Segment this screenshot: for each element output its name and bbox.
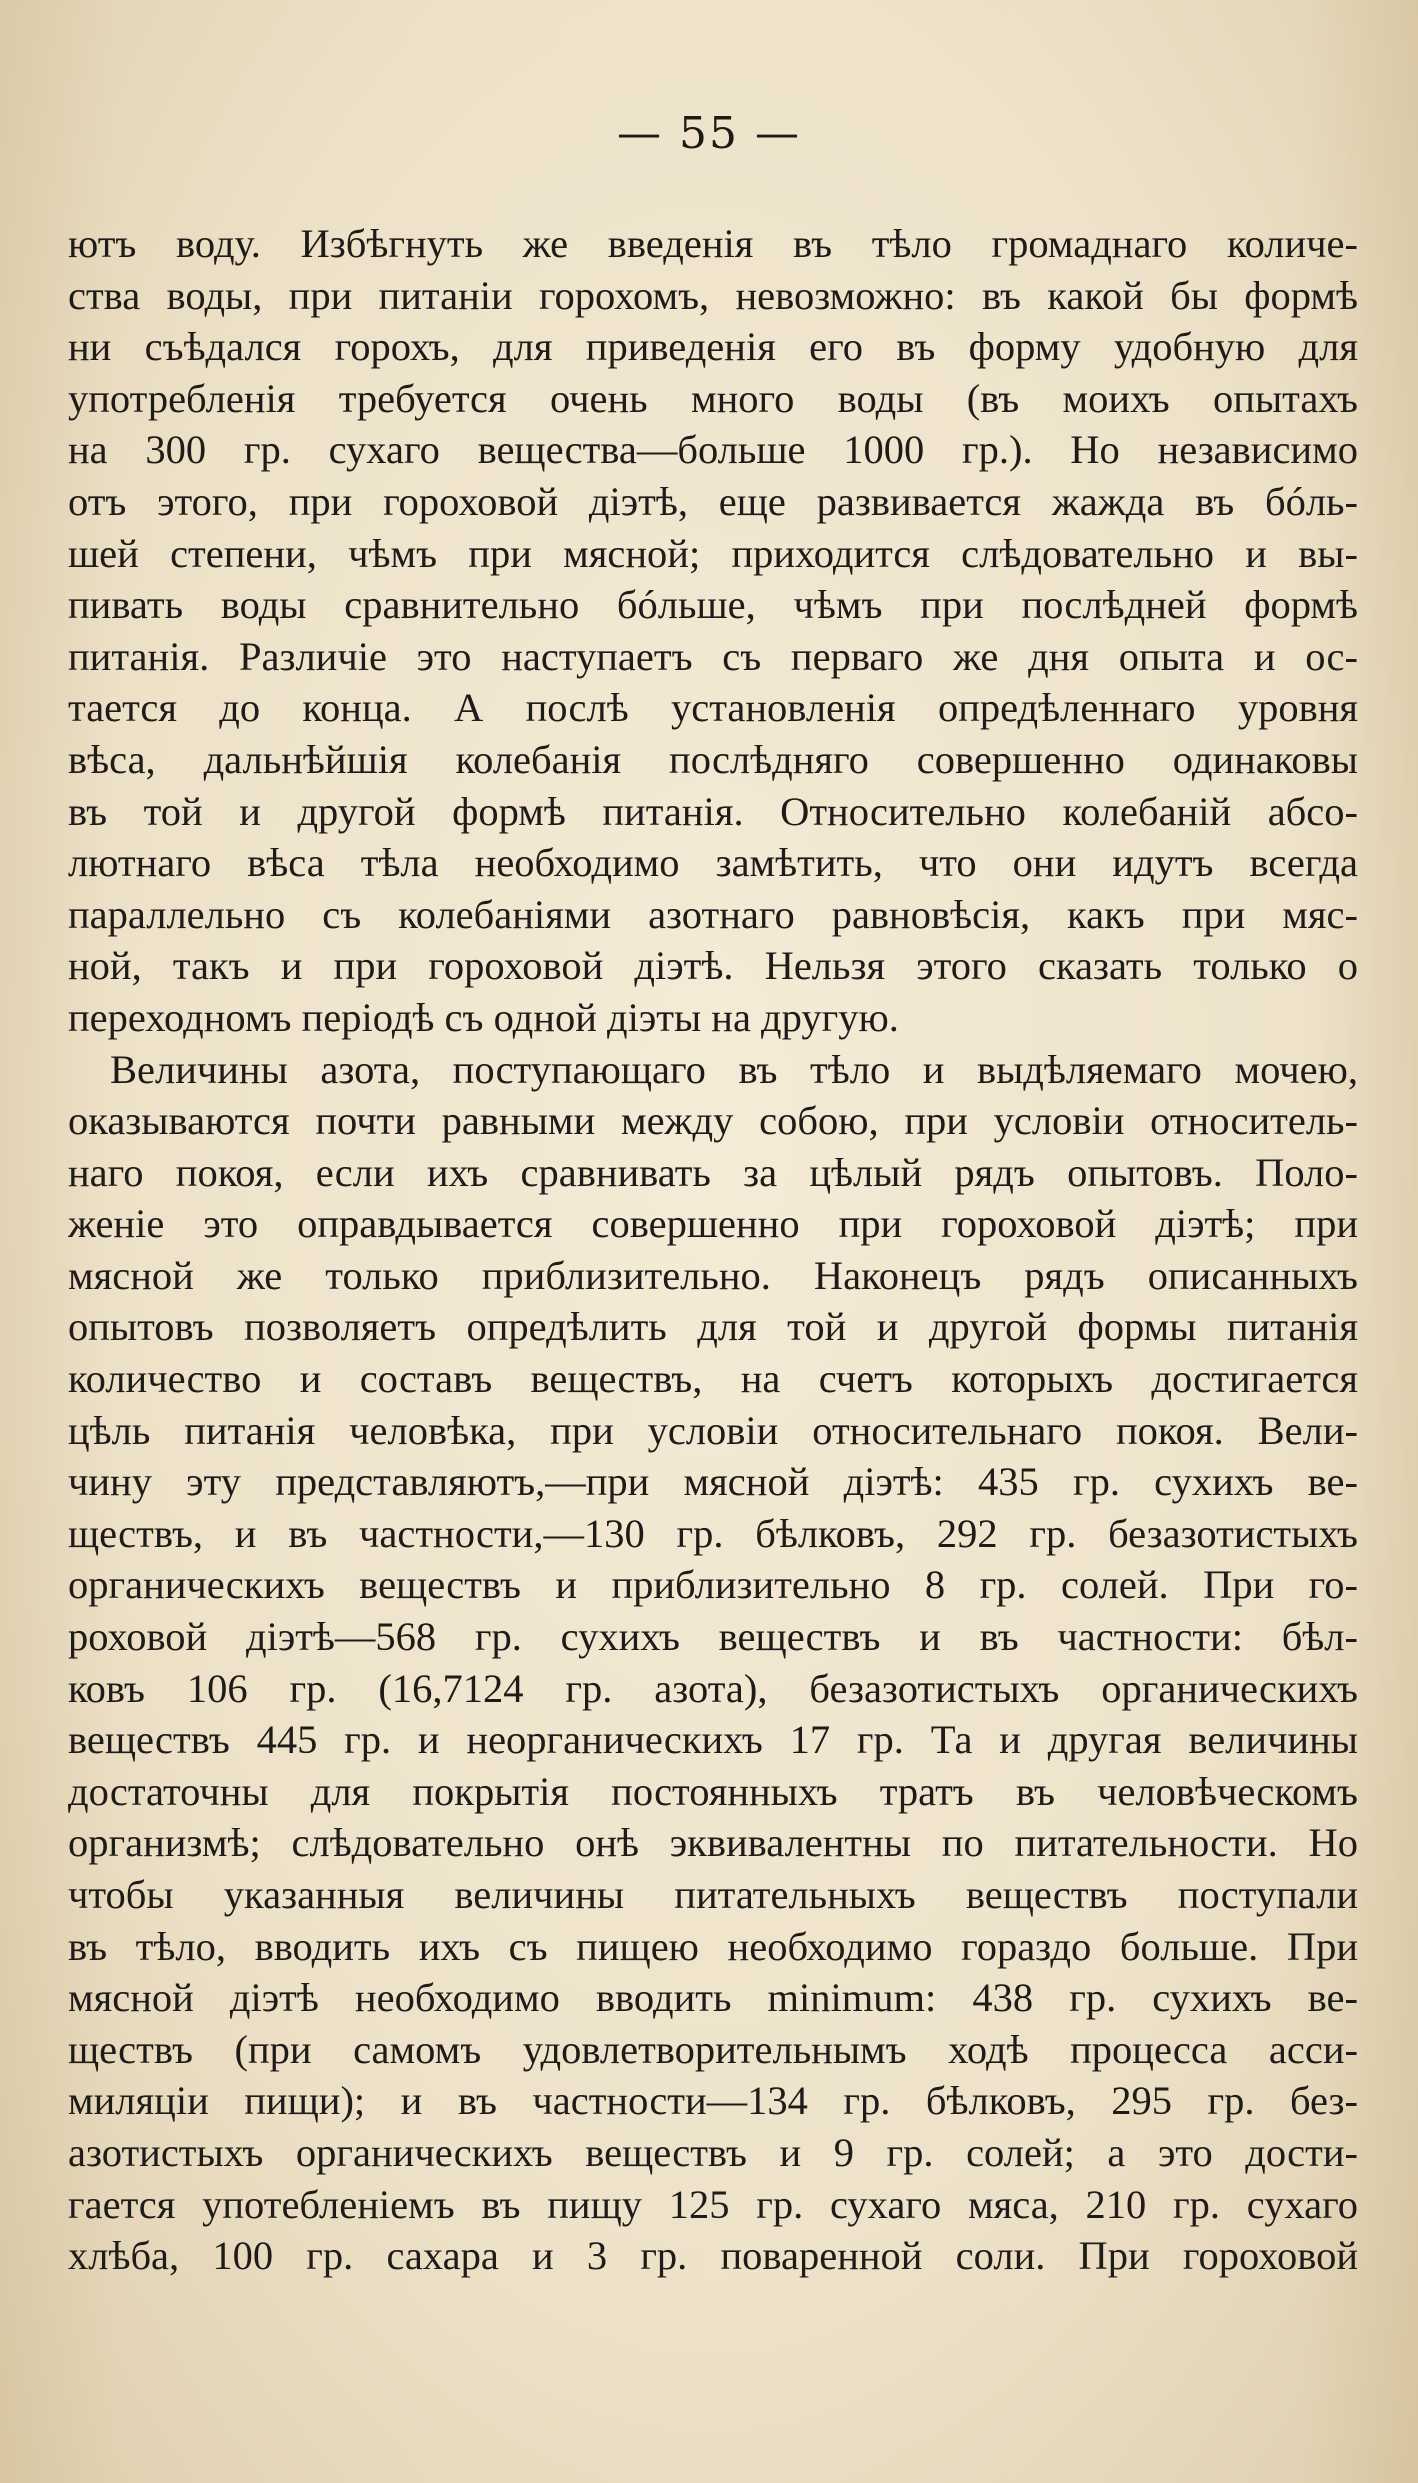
text-line: въ тѣло, вводить ихъ съ пищею необходимо гораздо больше. При <box>68 1923 1358 1969</box>
text-line: параллельно съ колебаніями азотнаго равновѣсія, какъ при мяс- <box>68 891 1358 937</box>
paragraph-end-line: переходномъ періодѣ съ одной діэты на другую. <box>68 994 899 1040</box>
text-line: въ той и другой формѣ питанія. Относительно колебаній абсо- <box>68 788 1358 834</box>
text-line: мясной же только приблизительно. Наконецъ рядъ описанныхъ <box>68 1252 1358 1298</box>
text-line: мясной діэтѣ необходимо вводить minimum: 438 гр. сухихъ ве- <box>68 1975 1358 2021</box>
text-line: роховой діэтѣ—568 гр. сухихъ веществъ и въ частности: бѣл- <box>68 1614 1358 1660</box>
text-line: ства воды, при питаніи горохомъ, невозможно: въ какой бы формѣ <box>68 272 1358 318</box>
text-line: вѣса, дальнѣйшія колебанія послѣдняго совершенно одинаковы <box>68 736 1358 782</box>
text-line: лютнаго вѣса тѣла необходимо замѣтить, что они идутъ всегда <box>68 840 1358 886</box>
text-line: чтобы указанныя величины питательныхъ веществъ поступали <box>68 1872 1358 1917</box>
text-line: миляціи пищи); и въ частности—134 гр. бѣлковъ, 295 гр. без- <box>68 2078 1358 2124</box>
text-line: хлѣба, 100 гр. сахара и 3 гр. поваренной соли. При гороховой <box>68 2233 1358 2279</box>
text-line: отъ этого, при гороховой діэтѣ, еще развивается жажда въ бóль- <box>68 478 1358 524</box>
text-line: опытовъ позволяетъ опредѣлить для той и другой формы питанія <box>68 1304 1358 1350</box>
text-line: количество и составъ веществъ, на счетъ которыхъ достигается <box>68 1356 1358 1402</box>
text-line: наго покоя, если ихъ сравнивать за цѣлый рядъ опытовъ. Поло- <box>68 1149 1358 1195</box>
text-line: органическихъ веществъ и приблизительно 8 гр. солей. При го- <box>68 1562 1358 1608</box>
text-line: ютъ воду. Избѣгнуть же введенія въ тѣло громаднаго количе- <box>68 221 1358 266</box>
text-line: веществъ 445 гр. и неорганическихъ 17 гр. Та и другая величины <box>68 1717 1358 1763</box>
text-line: азотистыхъ органическихъ веществъ и 9 гр. солей; а это дости- <box>68 2129 1358 2175</box>
text-line: женіе это оправдывается совершенно при гороховой діэтѣ; при <box>68 1201 1358 1247</box>
text-line: ковъ 106 гр. (16,7124 гр. азота), безазотистыхъ органическихъ <box>68 1665 1358 1711</box>
text-line: употребленія требуется очень много воды (въ моихъ опытахъ <box>68 375 1358 421</box>
text-line: ной, такъ и при гороховой діэтѣ. Нельзя этого сказать только о <box>68 943 1358 989</box>
text-line: ществъ (при самомъ удовлетворительнымъ ходѣ процесса асси- <box>68 2026 1358 2072</box>
text-line: шей степени, чѣмъ при мясной; приходится слѣдовательно и вы- <box>68 530 1358 576</box>
text-line: организмѣ; слѣдовательно онѣ эквивалентны по питательности. Но <box>68 1820 1358 1866</box>
text-line: цѣль питанія человѣка, при условіи относительнаго покоя. Вели- <box>68 1407 1358 1453</box>
text-line: гается употебленіемъ въ пищу 125 гр. сухаго мяса, 210 гр. сухаго <box>68 2181 1358 2227</box>
page-number: — 55 — <box>617 108 801 159</box>
text-line: ществъ, и въ частности,—130 гр. бѣлковъ, 292 гр. безазотистыхъ <box>68 1510 1358 1556</box>
text-line: на 300 гр. сухаго вещества—больше 1000 гр.). Но независимо <box>68 427 1358 473</box>
text-line: тается до конца. А послѣ установленія опредѣленнаго уровня <box>68 685 1358 731</box>
text-line: питанія. Различіе это наступаетъ съ перваго же дня опыта и ос- <box>68 633 1358 679</box>
text-line: достаточны для покрытія постоянныхъ тратъ въ человѣческомъ <box>68 1768 1358 1814</box>
text-line: пивать воды сравнительно бóльше, чѣмъ при послѣдней формѣ <box>68 582 1358 628</box>
text-line: чину эту представляютъ,—при мясной діэтѣ: 435 гр. сухихъ ве- <box>68 1459 1358 1505</box>
paragraph-start-line: Величины азота, поступающаго въ тѣло и выдѣляемаго мочею, <box>110 1046 1358 1092</box>
text-line: ни съѣдался горохъ, для приведенія его въ форму удобную для <box>68 324 1358 370</box>
body-text <box>68 218 1358 2282</box>
text-line: оказываются почти равными между собою, при условіи относитель- <box>68 1098 1358 1144</box>
